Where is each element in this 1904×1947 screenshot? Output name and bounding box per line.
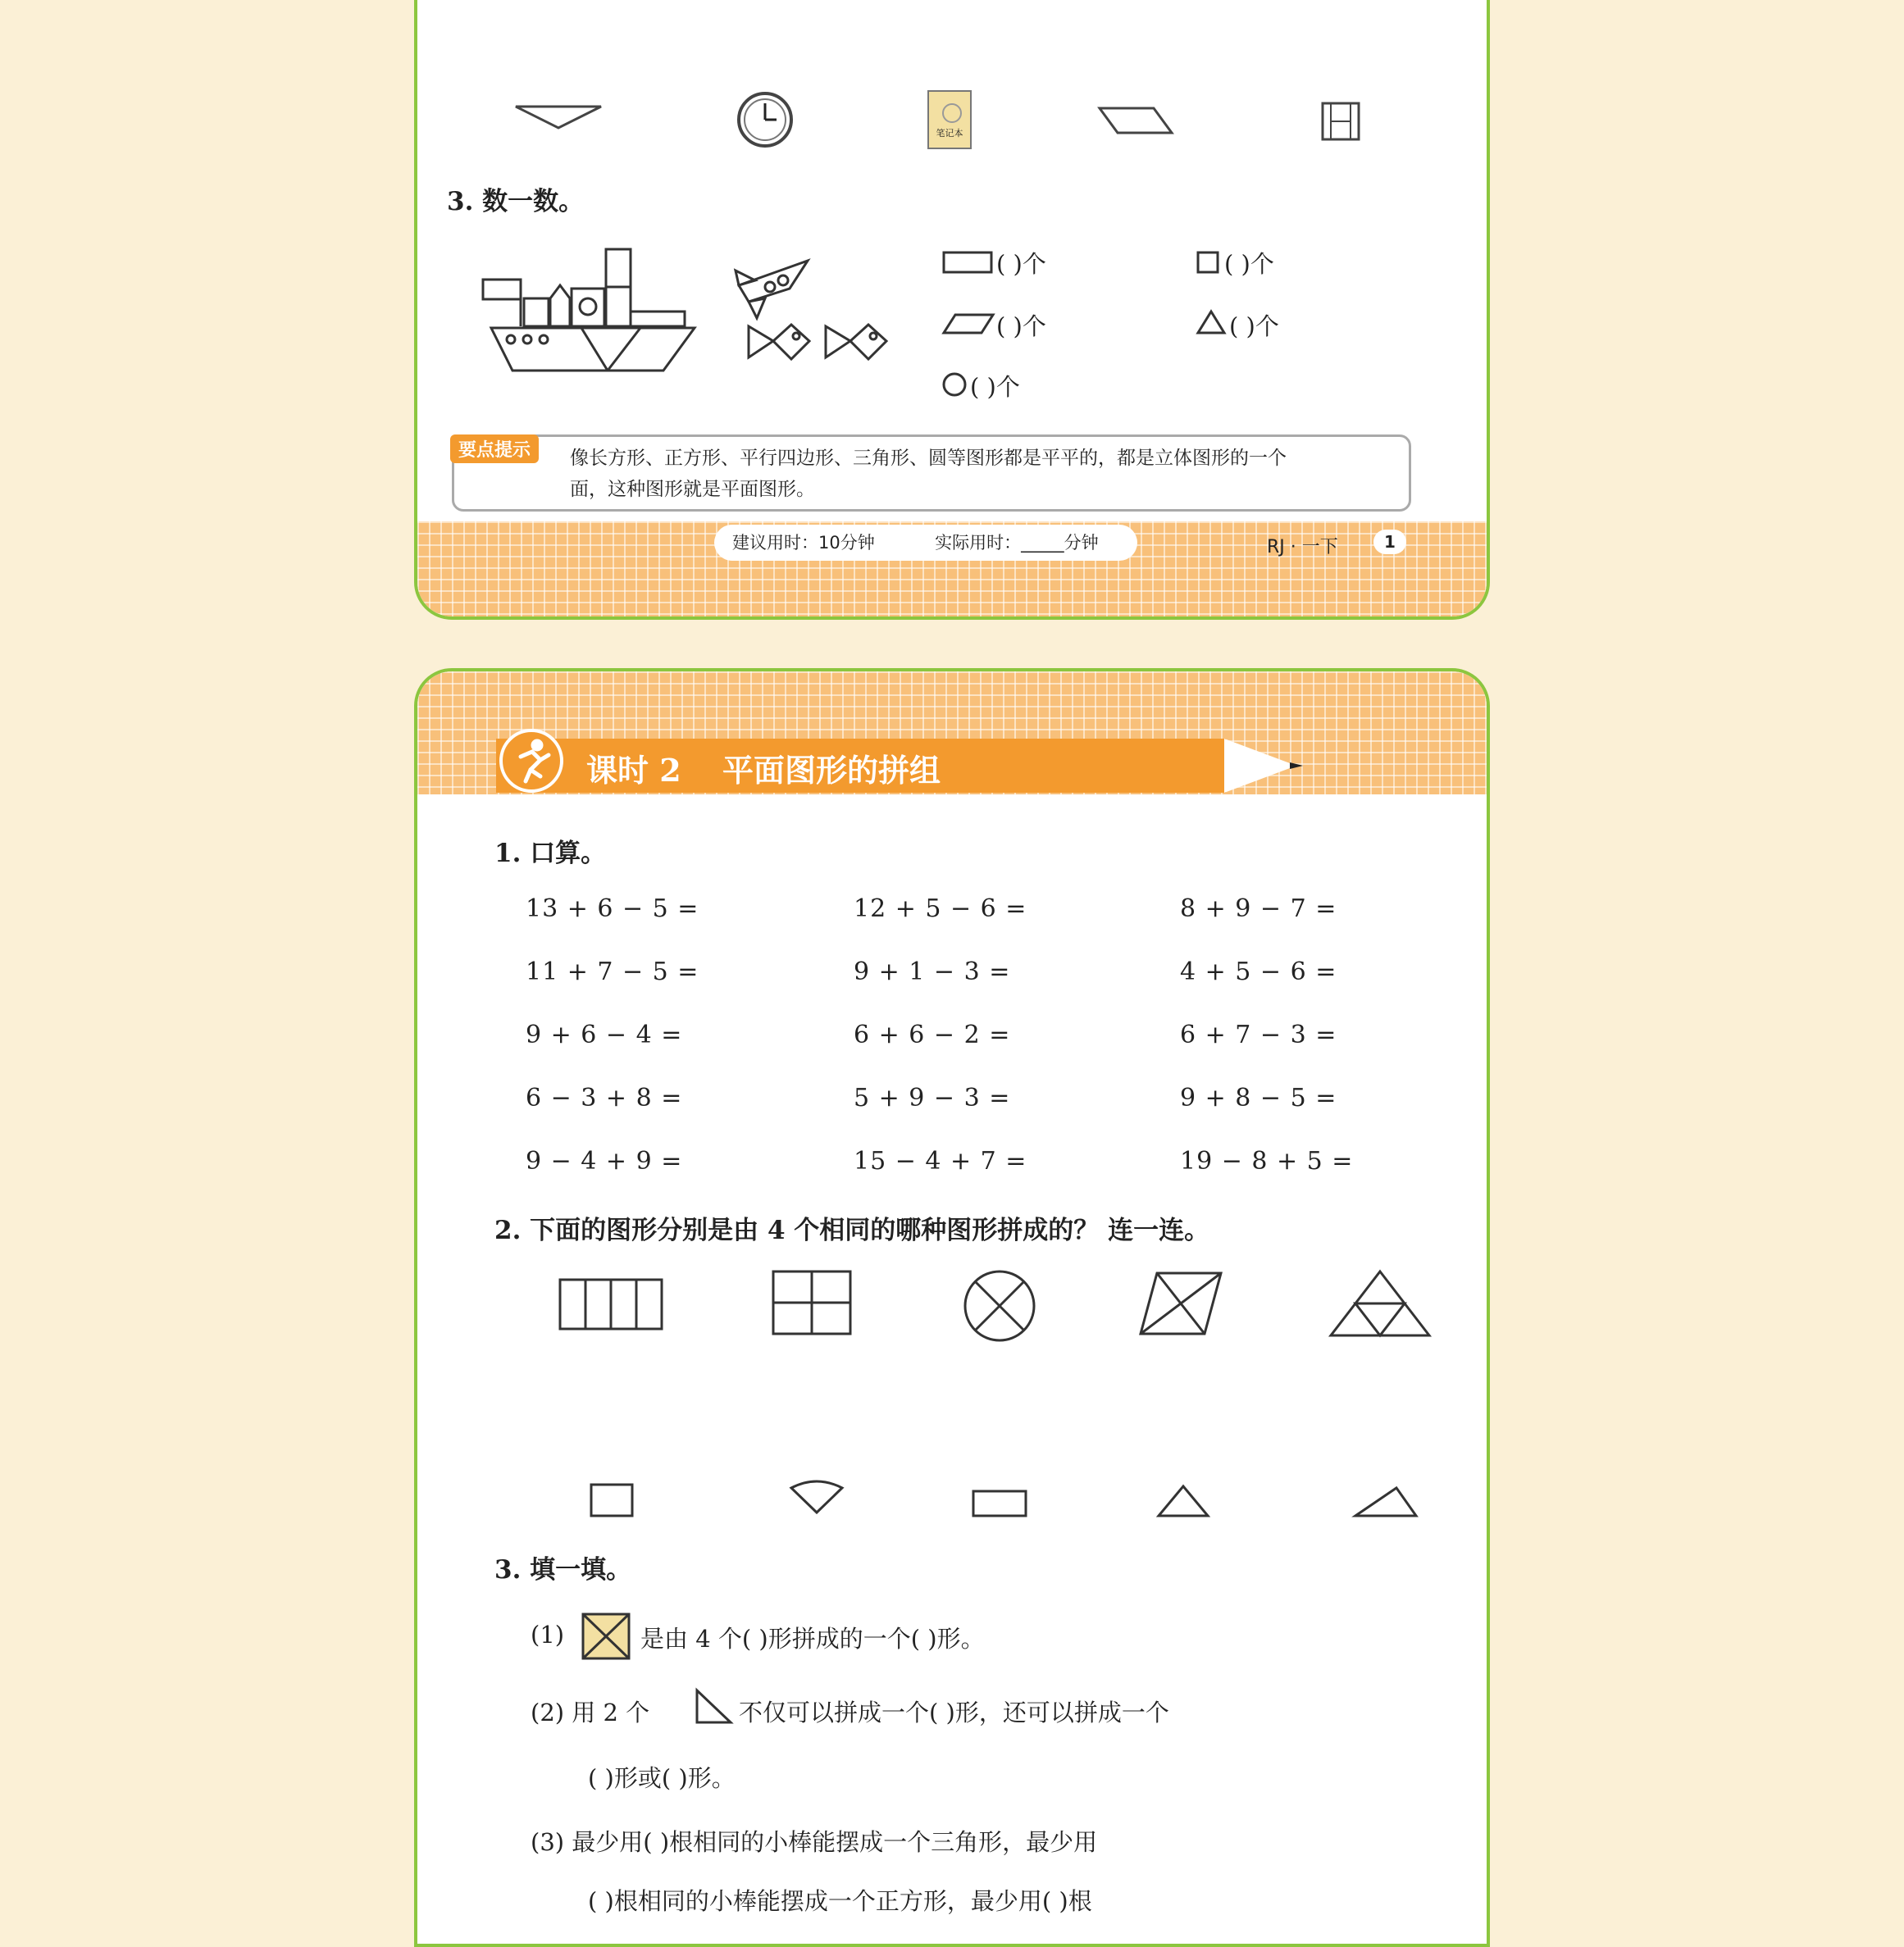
runner-icon bbox=[503, 732, 560, 789]
parallelogram-card-icon bbox=[1098, 107, 1173, 136]
parallelogram-shape-icon bbox=[942, 313, 996, 336]
crossed-square-icon bbox=[581, 1613, 632, 1662]
workbook-page-1 bbox=[414, 0, 1490, 620]
banner-arrow-icon bbox=[1224, 739, 1306, 793]
right-triangle-icon bbox=[695, 1688, 734, 1726]
book-code: RJ · 一下 bbox=[1267, 537, 1338, 557]
square-shape-icon bbox=[1196, 251, 1221, 275]
q3-line-2b-text: ( )形或( )形。 bbox=[588, 1764, 736, 1792]
tip-line-1: 像长方形、正方形、平行四边形、三角形、圆等图形都是平平的，都是立体图形的一个 bbox=[570, 448, 1287, 469]
fish-figures bbox=[745, 320, 909, 364]
composite-parallelogram bbox=[1139, 1271, 1224, 1337]
base-sector bbox=[788, 1478, 845, 1516]
composite-big-triangle bbox=[1329, 1270, 1434, 1339]
equation: 9 + 1 − 3 = bbox=[854, 958, 1011, 986]
equation: 19 − 8 + 5 = bbox=[1180, 1147, 1354, 1176]
question-1-label: 1. 口算。 bbox=[494, 839, 607, 868]
actual-time: 实际用时：_____分钟 bbox=[935, 533, 1099, 553]
equation: 9 + 6 − 4 = bbox=[526, 1021, 683, 1049]
question-3-label: 3. 填一填。 bbox=[494, 1555, 632, 1585]
equation: 5 + 9 − 3 = bbox=[854, 1084, 1011, 1112]
equation: 6 + 7 − 3 = bbox=[1180, 1021, 1337, 1049]
equation: 9 + 8 − 5 = bbox=[1180, 1084, 1337, 1112]
window-frame-icon bbox=[1321, 102, 1362, 141]
composite-four-squares bbox=[772, 1270, 854, 1335]
equation: 13 + 6 − 5 = bbox=[526, 894, 699, 923]
base-square bbox=[590, 1483, 635, 1519]
clock-icon bbox=[736, 90, 795, 149]
count-triangle: ( )个 bbox=[1229, 312, 1279, 340]
composite-circle-sectors bbox=[962, 1268, 1037, 1344]
lesson-number: 课时 2 bbox=[586, 752, 681, 789]
equation: 9 − 4 + 9 = bbox=[526, 1147, 683, 1176]
q3-line-2-prefix: (2) 用 2 个 bbox=[531, 1699, 650, 1726]
suggested-time: 建议用时：10分钟 bbox=[732, 533, 875, 553]
notebook-icon bbox=[927, 90, 972, 149]
count-circle: ( )个 bbox=[970, 373, 1020, 401]
workbook-page-2 bbox=[414, 668, 1490, 1947]
rectangle-shape-icon bbox=[942, 251, 995, 275]
count-square: ( )个 bbox=[1224, 250, 1274, 278]
equation: 15 − 4 + 7 = bbox=[854, 1147, 1027, 1176]
count-rectangle: ( )个 bbox=[996, 250, 1046, 278]
equation: 4 + 5 − 6 = bbox=[1180, 958, 1337, 986]
circle-shape-icon bbox=[942, 372, 968, 398]
runner-badge bbox=[499, 729, 563, 793]
tip-tag: 要点提示 bbox=[450, 434, 539, 463]
q3-line-3-text: (3) 最少用( )根相同的小棒能摆成一个三角形，最少用 bbox=[531, 1828, 1098, 1856]
q3-line-2-text: 不仅可以拼成一个( )形，还可以拼成一个 bbox=[739, 1699, 1169, 1726]
composite-four-strips bbox=[558, 1278, 665, 1332]
notebook-label: 笔记本 bbox=[936, 128, 963, 139]
question-3-label: 3. 数一数。 bbox=[447, 187, 585, 216]
page-number: 1 bbox=[1373, 530, 1406, 554]
base-triangle bbox=[1157, 1485, 1211, 1519]
question-2-label: 2. 下面的图形分别是由 4 个相同的哪种图形拼成的？ 连一连。 bbox=[494, 1216, 1210, 1245]
equation: 6 + 6 − 2 = bbox=[854, 1021, 1011, 1049]
equation: 6 − 3 + 8 = bbox=[526, 1084, 683, 1112]
ship-figure bbox=[475, 249, 704, 380]
q3-line-3b-text: ( )根相同的小棒能摆成一个正方形，最少用( )根 bbox=[588, 1887, 1092, 1915]
triangle-shape-icon bbox=[1196, 310, 1226, 336]
base-flat-triangle bbox=[1354, 1486, 1419, 1519]
q3-line-1-text: 是由 4 个( )形拼成的一个( )形。 bbox=[640, 1625, 985, 1653]
equation: 12 + 5 − 6 = bbox=[854, 894, 1027, 923]
equation: 11 + 7 − 5 = bbox=[526, 958, 699, 986]
q3-line-1-prefix: (1) bbox=[531, 1621, 565, 1649]
base-rectangle bbox=[972, 1490, 1029, 1519]
count-parallelogram: ( )个 bbox=[996, 312, 1046, 340]
equation: 8 + 9 − 7 = bbox=[1180, 894, 1337, 923]
tip-line-2: 面，这种图形就是平面图形。 bbox=[570, 479, 815, 500]
time-pill bbox=[714, 525, 1137, 561]
lesson-title: 平面图形的拼组 bbox=[722, 752, 941, 789]
rocket-figure bbox=[732, 252, 822, 318]
triangle-ruler-icon bbox=[514, 103, 604, 131]
